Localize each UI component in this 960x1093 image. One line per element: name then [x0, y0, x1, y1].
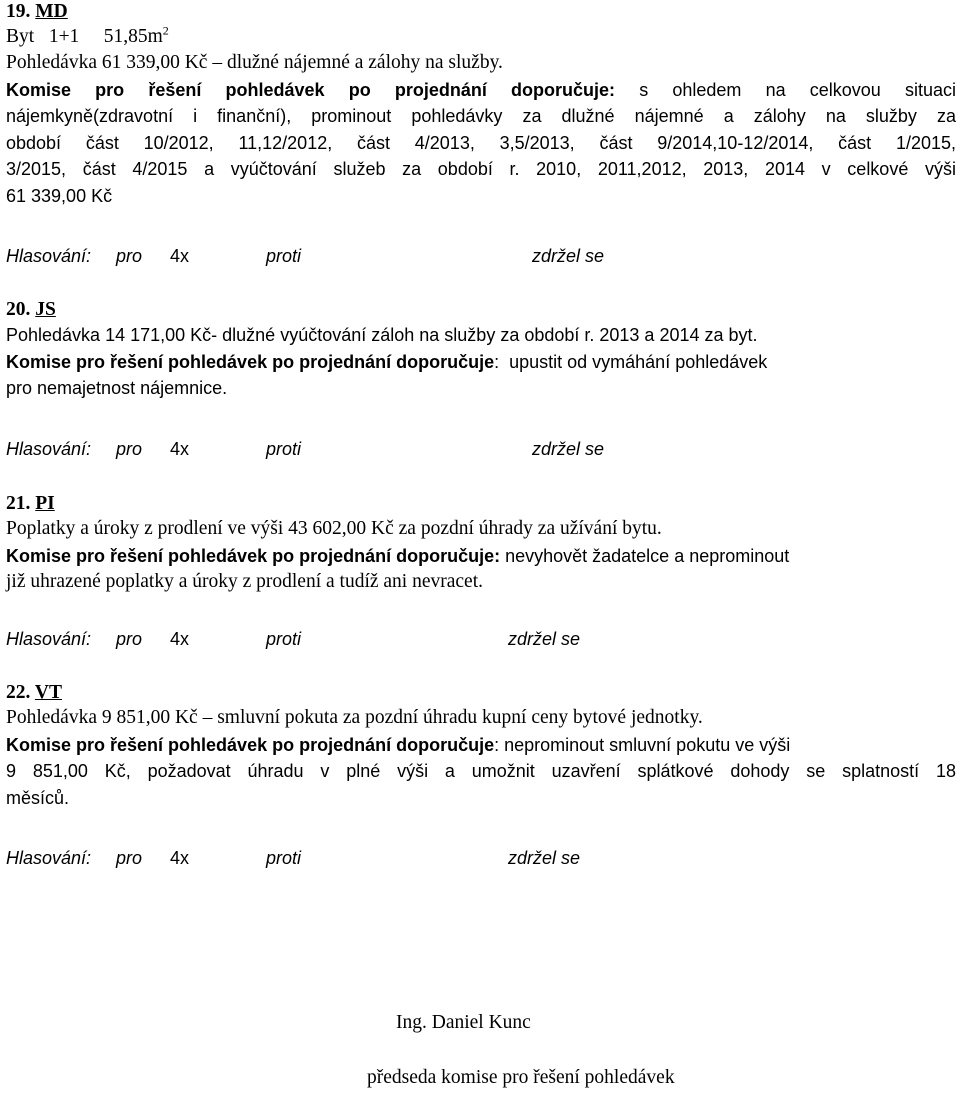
claim-text: Poplatky a úroky z prodlení ve výši 43 602,00 Kč za pozdní úhrady za užívání bytu. [6, 518, 662, 539]
item-code: VT [34, 682, 62, 703]
item-code: MD [35, 1, 68, 22]
claim-text: Pohledávka 9 851,00 Kč – smluvní pokuta za pozdní úhradu kupní ceny bytové jednotky. [6, 707, 703, 728]
item-heading [6, 0, 956, 24]
vote-pro-count: 4x [170, 629, 190, 649]
vote-pro-count: 4x [170, 246, 190, 266]
vote-pro: pro [116, 439, 143, 459]
vote-abstain: zdržel se [508, 629, 581, 649]
apartment-area: 51,85m [103, 26, 163, 47]
recommendation-line: nájemkyně(zdravotní i finanční), prominout pohledávky za dlužné nájemné a zálohy na služby za [6, 106, 956, 126]
voting-label: Hlasování: [6, 246, 92, 266]
item-code: PI [35, 493, 55, 514]
claim-text: Pohledávka 14 171,00 Kč- dlužné vyúčtování záloh na služby za období r. 2013 a 2014 za byt. [6, 325, 758, 345]
vote-abstain: zdržel se [532, 439, 605, 459]
voting-line [6, 626, 956, 652]
signature-role: předseda komise pro řešení pohledávek [367, 1067, 675, 1088]
item-heading [6, 298, 956, 322]
committee-label: Komise pro řešení pohledávek po projednání doporučuje: [6, 79, 616, 100]
apartment-label: Byt [6, 26, 35, 47]
recommendation-line: 61 339,00 Kč [6, 185, 113, 206]
item-number: 21. [6, 493, 31, 514]
apartment-line [6, 24, 956, 50]
vote-pro: pro [116, 848, 143, 868]
voting-label: Hlasování: [6, 439, 92, 459]
recommendation-line: Komise pro řešení pohledávek po projednání doporučuje: nevyhovět žadatelce a neprominout [6, 545, 790, 566]
recommendation-line: 9 851,00 Kč, požadovat úhradu v plné výši a umožnit uzavření splátkové dohody se splatností 18 [6, 761, 956, 781]
vote-against: proti [266, 439, 302, 459]
vote-pro: pro [116, 246, 143, 266]
item-heading [6, 681, 956, 705]
apartment-type: 1+1 [48, 26, 80, 47]
item-code: JS [35, 299, 56, 320]
voting-label: Hlasování: [6, 629, 92, 649]
recommendation-line: pro nemajetnost nájemnice. [6, 378, 228, 398]
committee-label: Komise pro řešení pohledávek po projednání doporučuje: [6, 545, 501, 566]
item-20 [6, 298, 956, 402]
claim-text: Pohledávka 61 339,00 Kč – dlužné nájemné a zálohy na služby. [6, 52, 503, 73]
voting-line [6, 436, 956, 462]
signature-name: Ing. Daniel Kunc [396, 1012, 531, 1033]
item-number: 20. [6, 299, 31, 320]
vote-against: proti [266, 629, 302, 649]
recommendation-line: již uhrazené poplatky a úroky z prodlení a tudíž ani nevracet. [6, 571, 484, 592]
item-number: 19. [6, 1, 31, 22]
vote-pro: pro [116, 629, 143, 649]
recommendation-line: období část 10/2012, 11,12/2012, část 4/2013, 3,5/2013, část 9/2014,10-12/2014, část 1/2015, [6, 132, 956, 153]
voting-label: Hlasování: [6, 848, 92, 868]
vote-against: proti [266, 848, 302, 868]
recommendation-line: Komise pro řešení pohledávek po projednání doporučuje: neprominout smluvní pokutu ve výši [6, 734, 791, 755]
recommendation-line: 3/2015, část 4/2015 a vyúčtování služeb za období r. 2010, 2011,2012, 2013, 2014 v celkové výši [6, 159, 956, 179]
vote-pro-count: 4x [170, 439, 190, 459]
recommendation-line: Komise pro řešení pohledávek po projednání doporučuje: upustit od vymáhání pohledávek [6, 351, 768, 372]
item-number: 22. [6, 682, 31, 703]
voting-line [6, 243, 956, 269]
vote-pro-count: 4x [170, 848, 190, 868]
area-superscript: 2 [162, 23, 169, 38]
item-19 [6, 0, 956, 209]
recommendation-line: Komise pro řešení pohledávek po projednání doporučuje: s ohledem na celkovou situaci [6, 79, 956, 100]
committee-label: Komise pro řešení pohledávek po projednání doporučuje [6, 734, 495, 755]
recommendation-line: měsíců. [6, 787, 70, 808]
voting-line [6, 845, 956, 871]
vote-abstain: zdržel se [508, 848, 581, 868]
vote-abstain: zdržel se [532, 246, 605, 266]
item-22 [6, 681, 956, 811]
item-21 [6, 492, 956, 596]
committee-label: Komise pro řešení pohledávek po projednání doporučuje [6, 351, 495, 372]
item-heading [6, 492, 956, 516]
vote-against: proti [266, 246, 302, 266]
